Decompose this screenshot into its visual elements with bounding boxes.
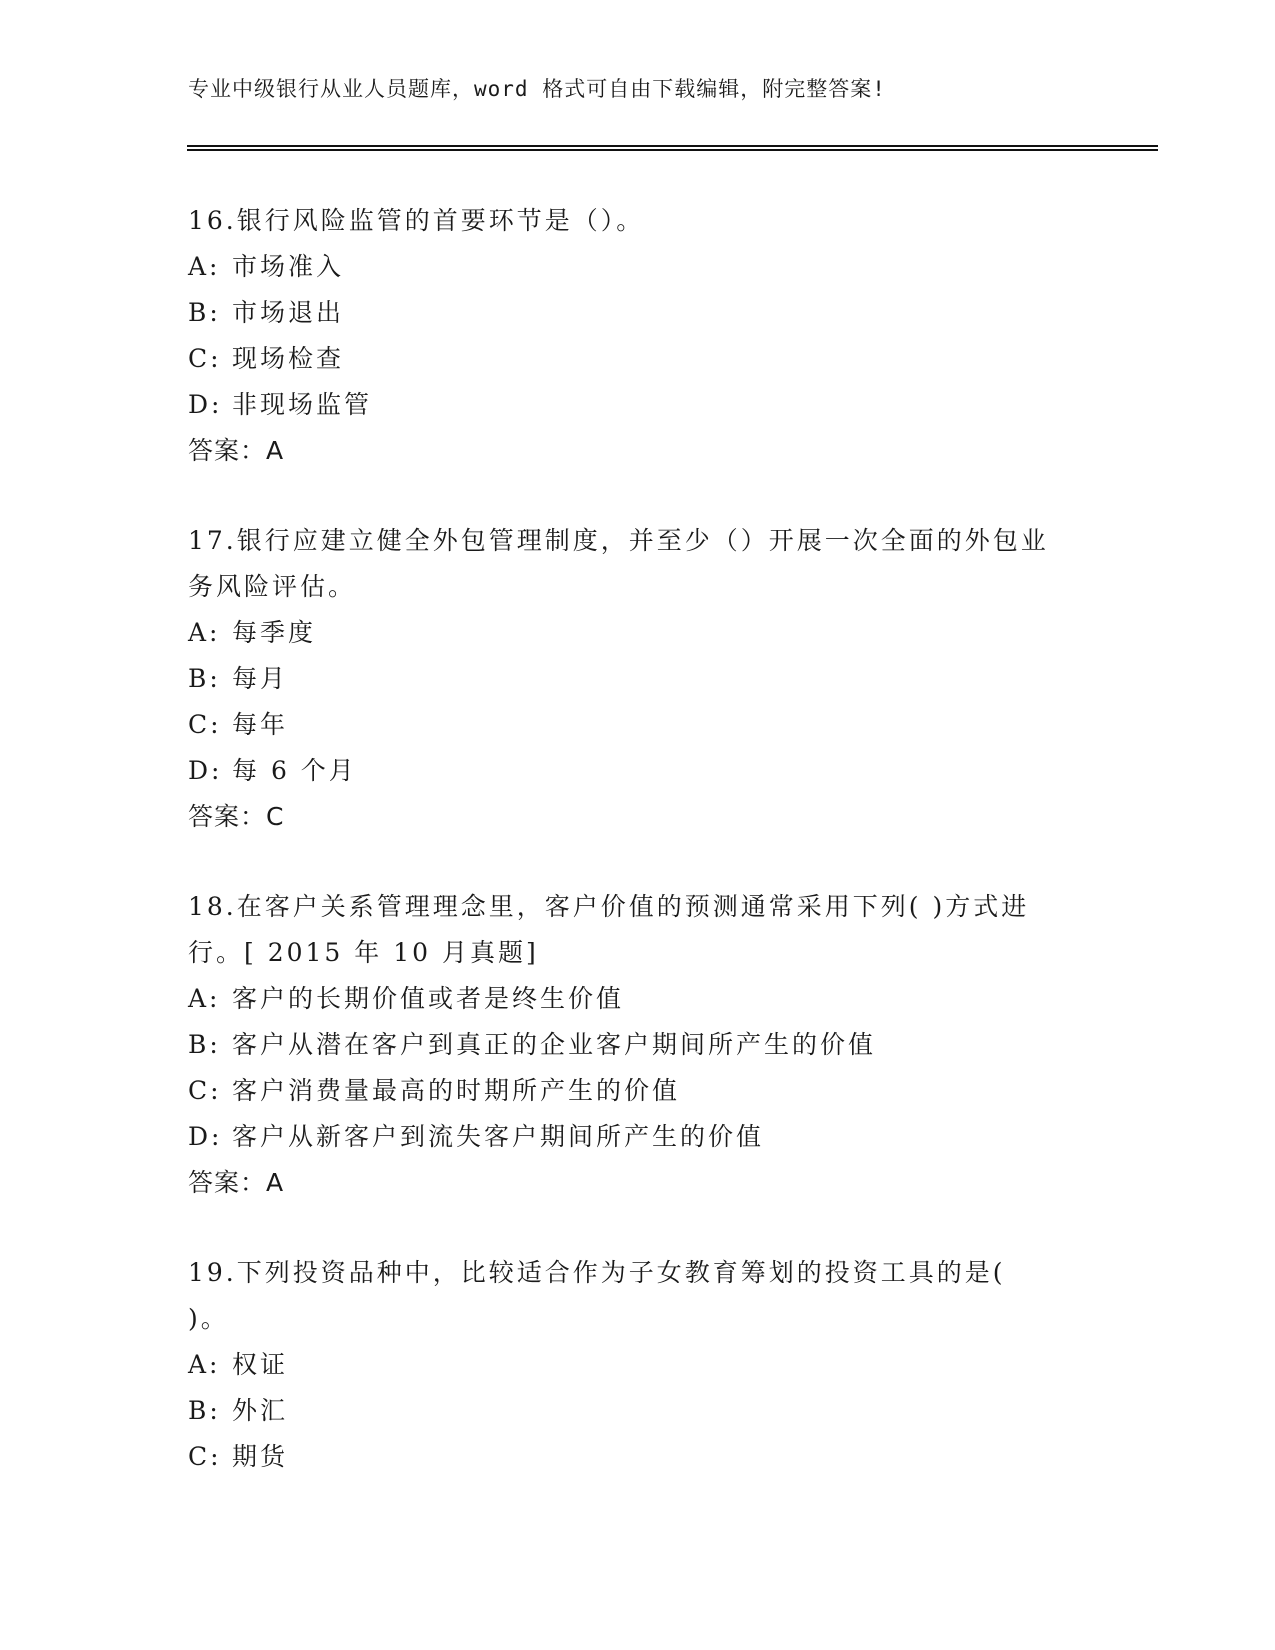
option-a bbox=[188, 244, 1088, 290]
option-key: A: bbox=[188, 618, 221, 647]
option-key: A: bbox=[188, 984, 221, 1013]
option-b bbox=[188, 290, 1088, 336]
page-header: 专业中级银行从业人员题库，word 格式可自由下载编辑，附完整答案! bbox=[188, 77, 886, 101]
question-19 bbox=[188, 1250, 1088, 1480]
question-17 bbox=[188, 518, 1088, 840]
option-key: B: bbox=[188, 1030, 221, 1059]
option-key: C: bbox=[188, 1076, 222, 1105]
option-d bbox=[188, 382, 1088, 428]
question-stem: 19.下列投资品种中，比较适合作为子女教育筹划的投资工具的是( )。 bbox=[188, 1258, 1006, 1333]
answer-line: 答案：A bbox=[188, 436, 285, 465]
option-text: 市场退出 bbox=[232, 298, 345, 327]
option-text: 每 6 个月 bbox=[232, 756, 357, 785]
question-stem: 17.银行应建立健全外包管理制度，并至少（）开展一次全面的外包业务风险评估。 bbox=[188, 526, 1049, 601]
option-c bbox=[188, 702, 1088, 748]
question-list bbox=[188, 198, 1088, 1524]
option-text: 每年 bbox=[232, 710, 289, 739]
answer-line: 答案：A bbox=[188, 1168, 285, 1197]
option-text: 外汇 bbox=[232, 1396, 289, 1425]
option-c bbox=[188, 1434, 1088, 1480]
option-text: 客户从新客户到流失客户期间所产生的价值 bbox=[232, 1122, 765, 1151]
option-text: 市场准入 bbox=[232, 252, 345, 281]
option-text: 每月 bbox=[232, 664, 289, 693]
option-text: 现场检查 bbox=[232, 344, 345, 373]
option-key: C: bbox=[188, 344, 222, 373]
question-18 bbox=[188, 884, 1088, 1206]
option-d bbox=[188, 748, 1088, 794]
option-text: 客户消费量最高的时期所产生的价值 bbox=[232, 1076, 681, 1105]
header-divider bbox=[187, 145, 1158, 151]
option-a bbox=[188, 1342, 1088, 1388]
option-a bbox=[188, 610, 1088, 656]
option-key: C: bbox=[188, 710, 222, 739]
option-key: D: bbox=[188, 390, 223, 419]
option-text: 每季度 bbox=[232, 618, 317, 647]
option-key: A: bbox=[188, 252, 221, 281]
option-key: A: bbox=[188, 1350, 221, 1379]
option-text: 非现场监管 bbox=[232, 390, 373, 419]
option-a bbox=[188, 976, 1088, 1022]
answer-line: 答案：C bbox=[188, 802, 285, 831]
option-text: 客户从潜在客户到真正的企业客户期间所产生的价值 bbox=[232, 1030, 877, 1059]
question-stem: 18.在客户关系管理理念里，客户价值的预测通常采用下列( )方式进行。[ 2015 年 10 月真题] bbox=[188, 892, 1030, 967]
option-key: B: bbox=[188, 664, 221, 693]
option-key: B: bbox=[188, 1396, 221, 1425]
option-key: C: bbox=[188, 1442, 222, 1471]
option-key: B: bbox=[188, 298, 221, 327]
option-key: D: bbox=[188, 1122, 223, 1151]
option-c bbox=[188, 336, 1088, 382]
option-text: 客户的长期价值或者是终生价值 bbox=[232, 984, 625, 1013]
option-key: D: bbox=[188, 756, 223, 785]
option-d bbox=[188, 1114, 1088, 1160]
question-16 bbox=[188, 198, 1088, 474]
option-b bbox=[188, 1388, 1088, 1434]
option-b bbox=[188, 1022, 1088, 1068]
option-b bbox=[188, 656, 1088, 702]
question-stem: 16.银行风险监管的首要环节是（）。 bbox=[188, 206, 645, 235]
option-c bbox=[188, 1068, 1088, 1114]
option-text: 期货 bbox=[232, 1442, 289, 1471]
option-text: 权证 bbox=[232, 1350, 289, 1379]
